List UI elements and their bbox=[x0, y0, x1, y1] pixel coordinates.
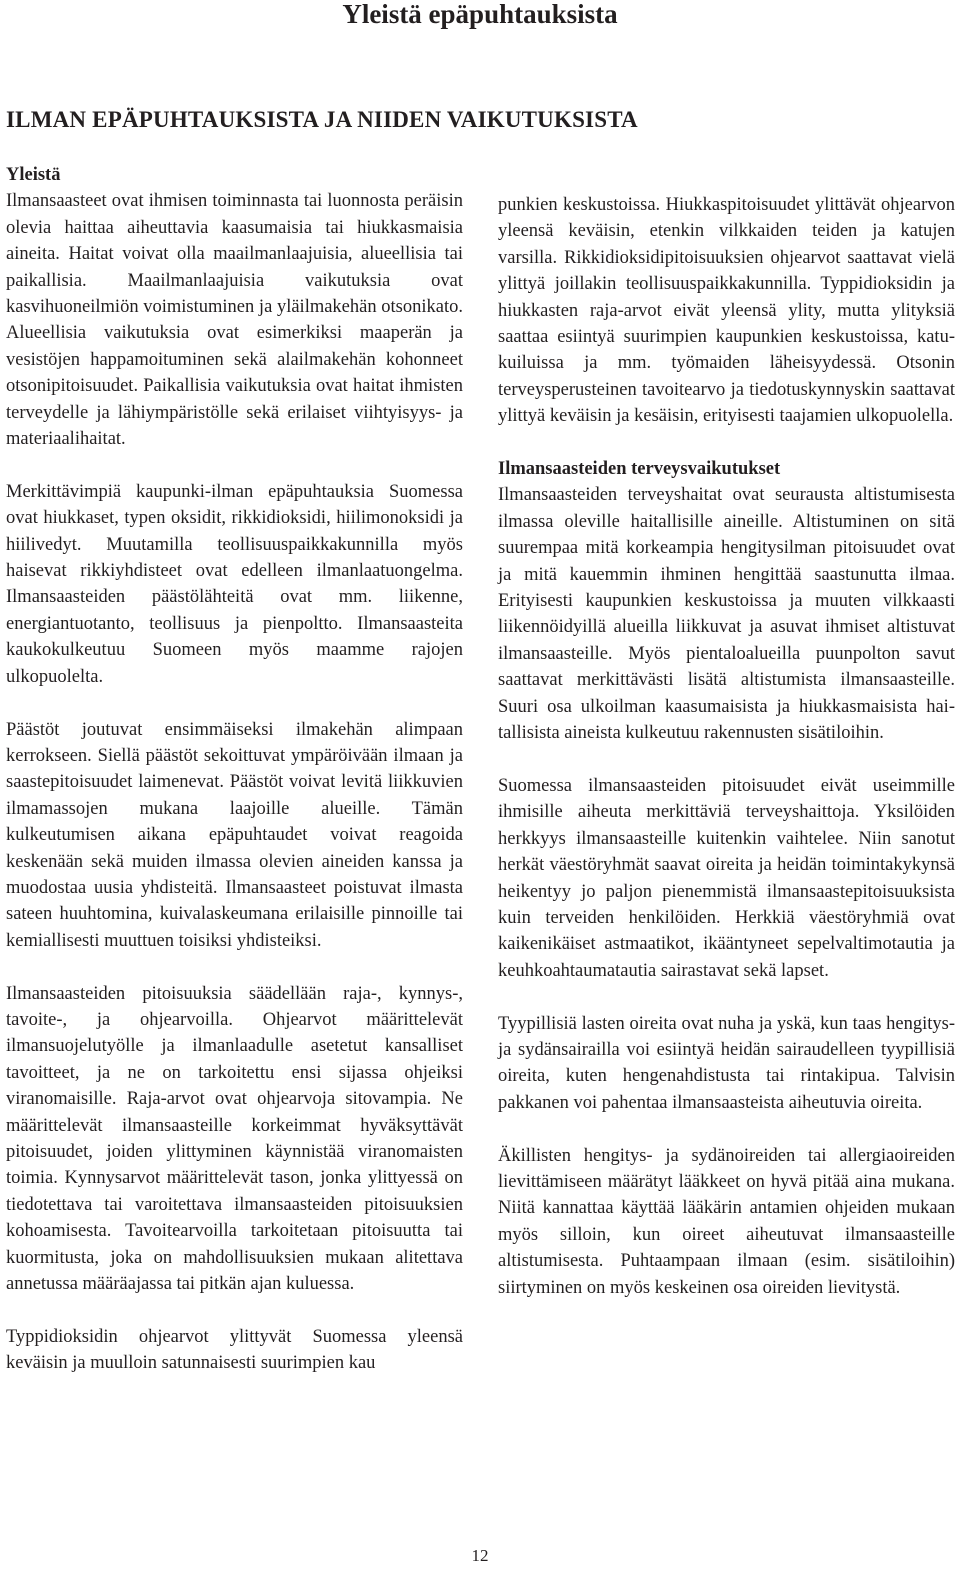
left-paragraph-2: Merkittävimpiä kaupunki-ilman epäpuhtauksia Suomessa ovat hiukkaset, typen oksidit, rikkidioksidi, hiilimonoksidi ja hiilivedyt. Muutamilla teollisuuspaikkakunnilla myös haisevat rikkiyhdisteet ovat edelleen ilmanlaatuongelma. Ilmansaasteiden päästölähteitä ovat mm. liikenne, energiantuotanto, teollisuus ja pienpoltto. Ilmansaasteita kaukokulkeutuu Suomeen myös maamme rajojen ulkopuolelta. bbox=[6, 481, 463, 687]
left-column bbox=[6, 162, 463, 1377]
subheading-yleista: Yleistä bbox=[6, 165, 61, 185]
right-column bbox=[498, 192, 955, 1301]
section-heading: ILMAN EPÄPUHTAUKSISTA JA NIIDEN VAIKUTUKSISTA bbox=[6, 107, 638, 132]
right-paragraph-2-text: Ilmansaasteiden terveyshaitat ovat seurausta altistumisesta ilmassa oleville haitallisille aineille. Altistuminen on sitä suurempaa mitä korkeampia hengitysilman pitoisuudet ovat ja mitä kauemmin ihminen hengittää saastunutta ilmaa. Erityisesti kaupunkien keskustoissa ja muuten vilkkaasti liikennöidyillä alueilla liikkuvat ja asuvat ihmiset altistuvat ilmansaasteille. Myös pientaloalueilla puunpolton savut saattavat merkittävästi lisätä altistumista ilmansaasteille. Suuri osa ulkoilman kaasumaisista ja hiukkasmaisista haitallisista aineista kulkeutuu rakennusten sisätiloihin. bbox=[498, 485, 955, 744]
subheading-terveysvaikutukset: Ilmansaasteiden terveysvaikutukset bbox=[498, 459, 781, 480]
right-paragraph-4: Tyypillisiä lasten oireita ovat nuha ja yskä, kun taas hengitys- ja sydänsairailla voi esiintyä heidän sairaudelleen tyypillisiä oireita, kuten hengenahdistusta tai rintakipua. Talvisin pakkanen voi pahentaa ilmansaasteista aiheutuvia oireita. bbox=[498, 1013, 955, 1113]
right-paragraph-3: Suomessa ilmansaasteiden pitoisuudet eivät useimmille ihmisille aiheuta merkittäviä terveyshaittoja. Yksilöiden herkkyys ilmansaasteille kuitenkin vaihtelee. Niin sanotut herkät väestöryhmät saavat oireita ja heidän toimintakykynsä heikentyy jo paljon pienemmistä ilmansaastepitoisuuksista kuin terveiden henkilöiden. Herkkiä väestöryhmiä ovat kaikenikäiset astmaatikot, ikääntyneet sepelvaltimotautia ja keuhkoahtaumatautia sairastavat sekä lapset. bbox=[498, 775, 955, 981]
page-number: 12 bbox=[471, 1546, 489, 1565]
page-header: Yleistä epäpuhtauksista bbox=[342, 0, 618, 29]
left-paragraph-4: Ilmansaasteiden pitoisuuksia säädellään raja-, kynnys-, tavoite-, ja ohjearvoilla. Ohjearvot määrittelevät ilmansuojelutyölle ja ilmanlaadulle asetetut kansalliset tavoitteet, ja ne on tarkoitettu ensi sijassa ohjeiksi viranomaisille. Raja-arvot ovat ohjearvoja sitovampia. Ne määrittelevät ilmansaasteille korkeimmat hyväksyttävät pitoisuudet, joiden ylittyminen käynnistää viranomaisten toimia. Kynnysarvot määrittelevät tason, jonka ylittyessä on tiedotettava tai varoitettava ilmansaasteiden pitoisuuksien kohoamisesta. Tavoitearvoilla tarkoitetaan pitoisuutta tai kuormitusta, joka on mahdollisuuksien mukaan alitettava annetussa määräajassa tai pitkän ajan kuluessa. bbox=[6, 983, 463, 1295]
right-paragraph-2 bbox=[498, 456, 955, 746]
left-paragraph-3: Päästöt joutuvat ensimmäiseksi ilmakehän alimpaan kerrokseen. Siellä päästöt sekoittuvat ympäröivään ilmaan ja saastepitoisuudet laimenevat. Päästöt voivat levitä liikkuvien ilmamassojen mukana laajoille alueille. Tämän kulkeutumisen aikana epäpuhtaudet voivat reagoida keskenään sekä muiden ilmassa olevien aineiden kanssa ja muodostaa uusia yhdisteitä. Ilmansaasteet poistuvat ilmasta sateen huuhtomina, kuivalaskeumana erilaisille pinnoille tai kemiallisesti muuttuen toisiksi yhdisteiksi. bbox=[6, 719, 463, 951]
right-paragraph-5: Äkillisten hengitys- ja sydänoireiden tai allergiaoireiden lievittämiseen määrätyt lääkkeet on hyvä pitää aina mukana. Niitä kannattaa käyttää lääkärin antamien ohjeiden mukaan myös silloin, kun oireet aiheutuvat ilmansaasteille altistumisesta. Puhtaampaan ilmaan (esim. sisätiloihin) siirtyminen on myös keskeinen osa oireiden lievitystä. bbox=[498, 1145, 955, 1298]
right-paragraph-1: punkien keskustoissa. Hiukkaspitoisuudet ylittävät ohjearvon yleensä keväisin, etenkin vilkkaiden teiden ja katujen varsilla. Rikkidioksidipitoisuuksien ohjearvot saattavat vielä ylittyä joillakin teollisuuspaikkakunnilla. Typpidioksidin ja hiukkasten raja-arvot eivät yleensä ylity, mutta ylityksiä saattaa esiintyä suurimpien kaupunkien keskustoissa, katukuiluissa ja mm. työmaiden läheisyydessä. Otsonin terveysperusteinen tavoitearvo ja tiedotuskynnyskin saattavat ylittyä keväisin ja kesäisin, erityisesti taajamien ulkopuolella. bbox=[498, 195, 955, 427]
left-paragraph-5: Typpidioksidin ohjearvot ylittyvät Suomessa yleensä keväisin ja muulloin satunnaisesti suurimpien kau bbox=[6, 1326, 463, 1374]
left-paragraph-1 bbox=[6, 162, 463, 452]
left-paragraph-1-text: Ilmansaasteet ovat ihmisen toiminnasta tai luonnosta peräisin olevia haittaa aiheuttavia kaasumaisia tai hiukkasmaisia aineita. Haitat voivat olla maailmanlaajuisia, alueellisia tai paikallisia. Maailmanlaajuisia vaikutuksia ovat kasvihuoneilmiön voimistuminen ja yläilmakehän otsonikato. Alueellisia vaikutuksia ovat esimerkiksi maaperän ja vesistöjen happamoituminen sekä alailmakehän kohonneet otsonipitoisuudet. Paikallisia vaikutuksia ovat haitat ihmisten terveydelle ja lähiympäristölle sekä erilaiset viihtyisyys- ja materiaalihaitat. bbox=[6, 191, 463, 450]
